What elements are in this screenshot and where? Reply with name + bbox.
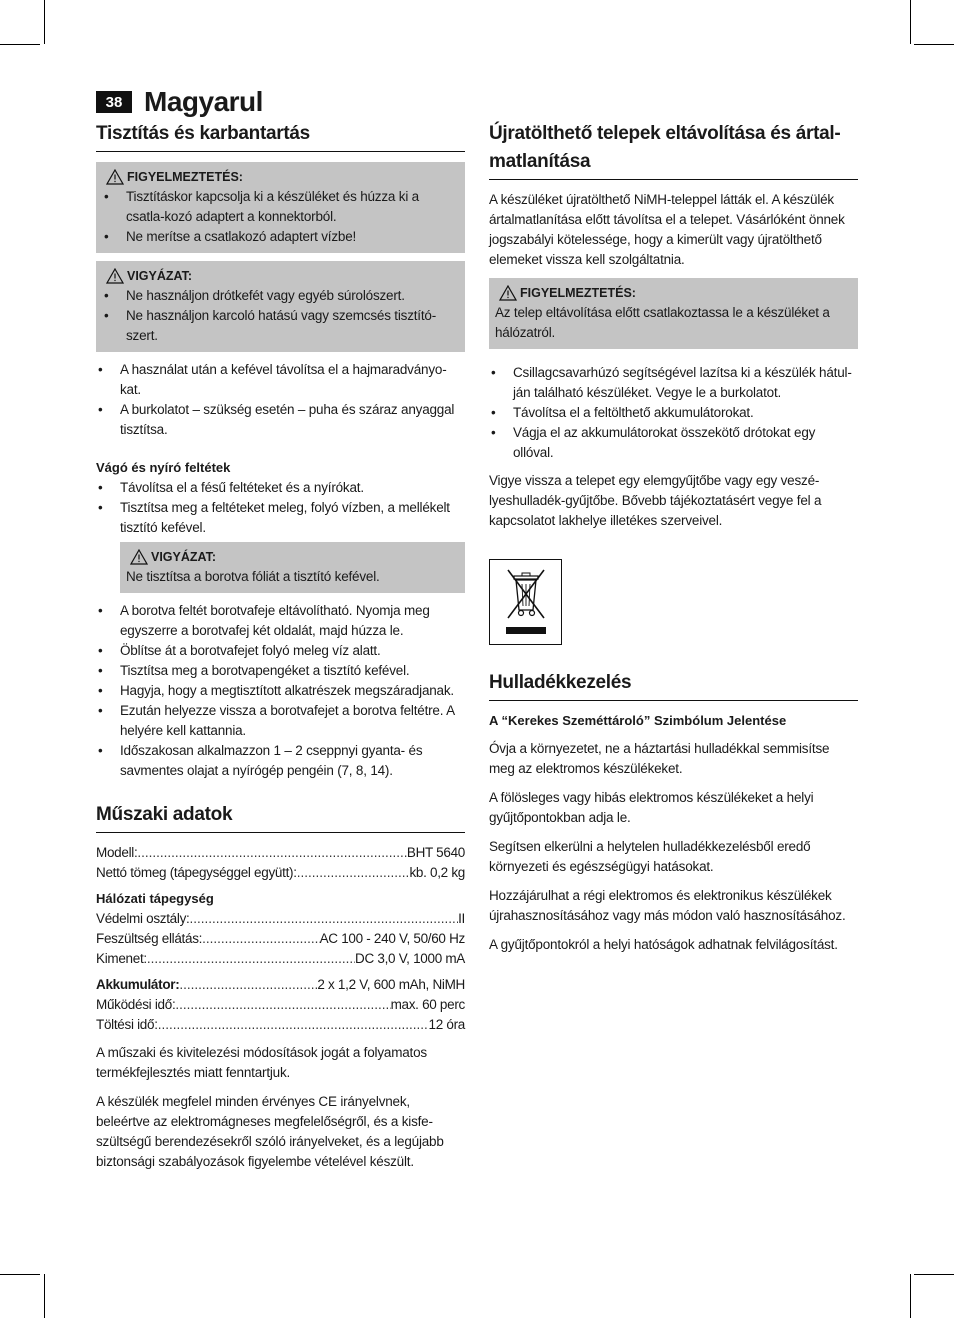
list-item: • Tisztítsa meg a feltéteket meleg, folyó vízben, a mellékelt tisztító kefével.: [96, 498, 465, 538]
weee-symbol: [489, 559, 562, 645]
warning-heading: FIGYELMEZTETÉS:: [520, 286, 636, 300]
crop-mark: [910, 1274, 911, 1318]
warning-box: [96, 162, 465, 253]
spec-row: Töltési idő: ..... 12 óra: [96, 1015, 465, 1035]
warning-triangle-icon: [499, 285, 517, 301]
crossed-out-wheelie-bin-icon: [496, 564, 556, 640]
waste-paragraph: Óvja a környezetet, ne a háztartási hulladékkal semmisítse meg az elektromos készülékeket.: [489, 741, 830, 776]
warning-triangle-icon: [106, 169, 124, 185]
battery-steps: [489, 363, 858, 463]
waste-paragraph: Hozzájárulhat a régi elektromos és elektronikus készülékek újrahasznosításához vagy más módon való hasznosításához.: [489, 888, 846, 923]
battery-title: Újratölthető telepek eltávolítása és ártal-matlanítása: [489, 120, 858, 180]
shaver-list: [96, 601, 465, 781]
list-item: • Távolítsa el a feltölthető akkumulátorokat.: [489, 403, 858, 423]
psu-subtitle: Hálózati tápegység: [96, 891, 214, 906]
waste-paragraph: Segítsen elkerülni a helytelen hulladékkezelésből eredő környezeti és egészségügyi hatásokat.: [489, 839, 811, 874]
warning-box: [489, 278, 858, 349]
waste-subtitle: A “Kerekes Szeméttároló” Szimbólum Jelentése: [489, 713, 787, 728]
list-item: • Ne használjon drótkefét vagy egyéb súrolószert.: [102, 286, 459, 306]
crop-mark: [914, 1274, 954, 1275]
waste-paragraph: A fölösleges vagy hibás elektromos készülékeket a helyi gyűjtőpontokban adja le.: [489, 790, 814, 825]
caution-list: [102, 286, 459, 346]
battery-outro: Vigye vissza a telepet egy elemgyűjtőbe vagy egy veszé-lyeshulladék-gyűjtőbe. Bővebb tájékoztatásért vegye fel a kapcsolatot lakhelye illetékes szerveivel.: [489, 473, 822, 528]
page-header: [96, 84, 263, 120]
list-item: • Tisztításkor kapcsolja ki a készüléket és húzza ki a csatla-kozó adaptert a konnektorból.: [102, 187, 459, 227]
battery-intro: A készüléket újratölthető NiMH-teleppel látták el. A készülék ártalmatlanítása előtt távolítsa el a telepet. Vásárlóként önnek jogszabályi kötelessége, hogy a kimerült vagy újratölthető elemeket vissza kell szolgáltatnia.: [489, 192, 845, 267]
warning-list: [102, 187, 459, 247]
warning-heading: FIGYELMEZTETÉS:: [127, 170, 243, 184]
page-number: 38: [96, 91, 132, 113]
caution-box: [96, 261, 465, 352]
crop-mark: [0, 1274, 40, 1275]
list-item: • Csillagcsavarhúzó segítségével lazítsa ki a készülék hátul-ján található készüléket. Vegye le a burkolatot.: [489, 363, 858, 403]
crop-mark: [914, 44, 954, 45]
warning-text: Az telep eltávolítása előtt csatlakoztassa le a készüléket a hálózatról.: [495, 305, 830, 340]
language-title: Magyarul: [144, 86, 263, 117]
list-item: • Öblítse át a borotvafejet folyó meleg víz alatt.: [96, 641, 465, 661]
caution-heading: VIGYÁZAT:: [151, 550, 217, 564]
list-item: • A használat után a kefével távolítsa el a hajmaradványo-kat.: [96, 360, 465, 400]
attachments-list: [96, 478, 465, 538]
crop-mark: [910, 0, 911, 44]
crop-mark: [44, 1274, 45, 1318]
spec-row: Működési idő: ..... max. 60 perc: [96, 995, 465, 1015]
spec-row: Védelmi osztály: ..... II: [96, 909, 465, 929]
left-column: [96, 120, 465, 1172]
specs-note: A műszaki és kivitelezési módosítások jogát a folyamatos termékfejlesztés miatt fenntartjuk.: [96, 1045, 427, 1080]
list-item: • Ne merítse a csatlakozó adaptert vízbe!: [102, 227, 459, 247]
spec-row: Feszültség ellátás: ..... AC 100 - 240 V, 50/60 Hz: [96, 929, 465, 949]
cleaning-list: [96, 360, 465, 440]
warning-triangle-icon: [130, 549, 148, 565]
right-column: [489, 120, 858, 955]
specs-title: Műszaki adatok: [96, 801, 465, 833]
spec-row: Kimenet: ..... DC 3,0 V, 1000 mA: [96, 949, 465, 969]
list-item: • Tisztítsa meg a borotvapengéket a tisztító kefével.: [96, 661, 465, 681]
list-item: • Ne használjon karcoló hatású vagy szemcsés tisztító-szert.: [102, 306, 459, 346]
list-item: • A burkolatot – szükség esetén – puha és száraz anyaggal tisztítsa.: [96, 400, 465, 440]
list-item: • Időszakosan alkalmazzon 1 – 2 cseppnyi gyanta- és savmentes olajat a nyírógép pengéin (7, 8, 14).: [96, 741, 465, 781]
waste-title: Hulladékkezelés: [489, 669, 858, 701]
spec-row: Modell: ..... BHT 5640: [96, 843, 465, 863]
warning-triangle-icon: [106, 268, 124, 284]
list-item: • Hagyja, hogy a megtisztított alkatrészek megszáradjanak.: [96, 681, 465, 701]
list-item: • Távolítsa el a fésű feltéteket és a nyírókat.: [96, 478, 465, 498]
attachments-subtitle: Vágó és nyíró feltétek: [96, 460, 231, 475]
crop-mark: [44, 0, 45, 44]
ce-note: A készülék megfelel minden érvényes CE irányelvnek, beleértve az elektromágneses megfelelőségről, és a kisfe-szültségű berendezésekről szóló irányelveket, és a legújabb biztonsági szabályozások figyelembe vételével készült.: [96, 1094, 444, 1169]
cleaning-title: Tisztítás és karbantartás: [96, 120, 465, 152]
caution-text: Ne tisztítsa a borotva fóliát a tisztító kefével.: [126, 569, 380, 584]
crop-mark: [0, 44, 40, 45]
list-item: • Vágja el az akkumulátorokat összekötő drótokat egy ollóval.: [489, 423, 858, 463]
list-item: • A borotva feltét borotvafeje eltávolítható. Nyomja meg egyszerre a borotvafej két oldalát, majd húzza le.: [96, 601, 465, 641]
caution-heading: VIGYÁZAT:: [127, 269, 193, 283]
spec-row: Nettó tömeg (tápegységgel együtt): ..... kb. 0,2 kg: [96, 863, 465, 883]
caution-box: [120, 542, 465, 593]
waste-paragraph: A gyűjtőpontokról a helyi hatóságok adhatnak felvilágosítást.: [489, 937, 838, 952]
list-item: • Ezután helyezze vissza a borotvafejet a borotva feltétre. A helyére kell kattannia.: [96, 701, 465, 741]
spec-row: Akkumulátor: ..... 2 x 1,2 V, 600 mAh, NiMH: [96, 975, 465, 995]
